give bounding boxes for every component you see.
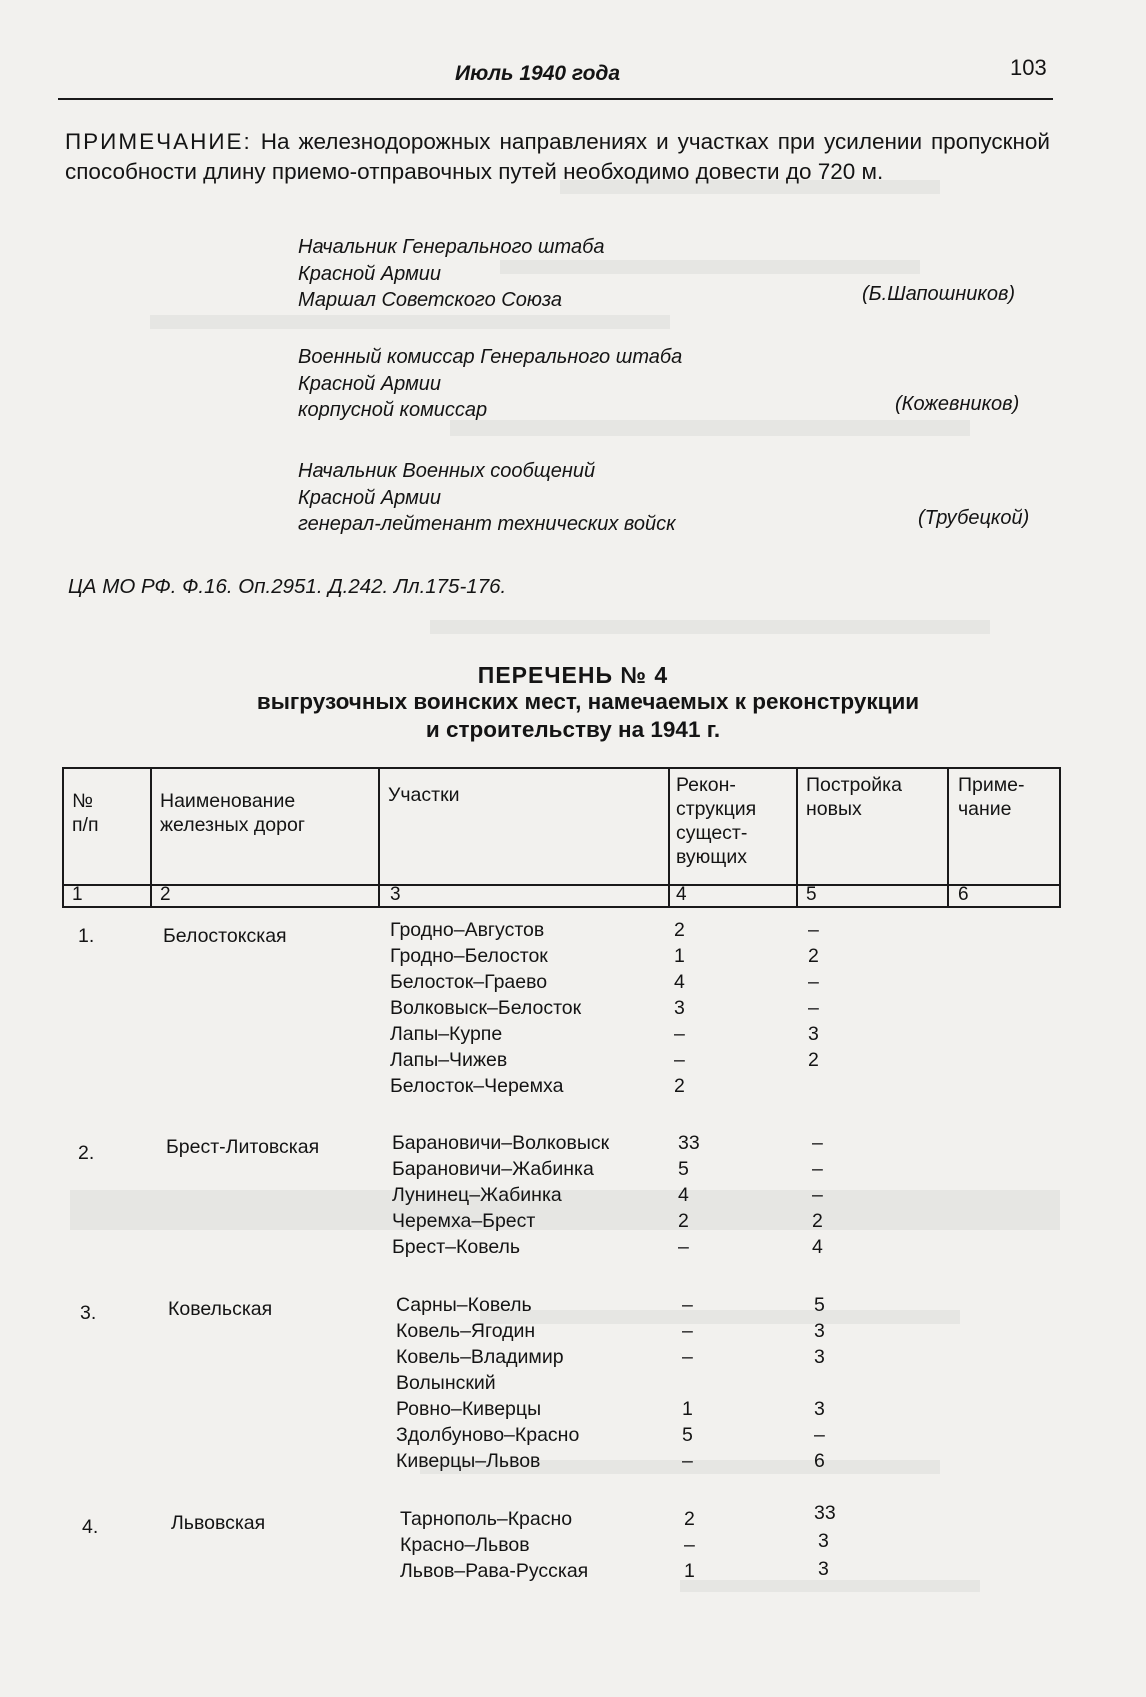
col-number: 2 — [160, 884, 171, 905]
section-name: Брест–Ковель — [392, 1236, 521, 1258]
col-number: 1 — [72, 884, 83, 905]
col-header-text: струкция — [676, 798, 757, 820]
section-name: Лапы–Чижев — [390, 1049, 508, 1071]
col-header-text: вующих — [676, 846, 747, 868]
col-number: 5 — [806, 884, 817, 905]
col-header-text: Рекон- — [676, 774, 736, 796]
new-count: 4 — [812, 1236, 823, 1258]
new-count: 3 — [814, 1398, 825, 1420]
existing-count: – — [674, 1023, 685, 1045]
signature-block-3 — [298, 458, 676, 538]
new-count: – — [814, 1424, 825, 1446]
new-count: 3 — [814, 1320, 825, 1342]
section-name: Волковыск–Белосток — [390, 997, 582, 1019]
existing-count: – — [678, 1236, 689, 1258]
col-header-text: Постройка — [806, 774, 902, 796]
section-name: Здолбуново–Красно — [396, 1424, 580, 1446]
existing-count: 33 — [678, 1132, 700, 1154]
signature-line: Красной Армии — [298, 372, 442, 395]
section-name: Ковель–Ягодин — [396, 1320, 536, 1342]
new-count: 6 — [814, 1450, 825, 1472]
section-name: Красно–Львов — [400, 1534, 530, 1556]
signature-name-1: (Б.Шапошников) — [862, 283, 1016, 305]
col-header-text: новых — [806, 798, 862, 820]
signature-name-3: (Трубецкой) — [918, 507, 1030, 529]
section-name: Тарнополь–Красно — [400, 1508, 573, 1530]
col-header-section — [388, 783, 460, 807]
col-header-text: сущест- — [676, 822, 748, 844]
section-name: Ковель–Владимир — [396, 1346, 564, 1368]
row-number: 1. — [78, 925, 95, 947]
note-label: ПРИМЕЧАНИЕ: — [65, 129, 252, 154]
new-count: 3 — [814, 1346, 825, 1368]
section-name: Львов–Рава-Русская — [400, 1560, 589, 1582]
existing-count: 5 — [682, 1424, 693, 1446]
signature-line: Красной Армии — [298, 486, 442, 509]
col-header-text: Наименование — [160, 790, 296, 812]
signature-line: Военный комиссар Генерального штаба — [298, 346, 683, 368]
new-count: – — [808, 971, 819, 993]
signature-line: Маршал Советского Союза — [298, 289, 563, 311]
row-road-name: Ковельская — [168, 1298, 273, 1320]
new-count: 3 — [818, 1530, 829, 1552]
col-header-text: № — [72, 790, 93, 812]
col-header-note — [958, 773, 1025, 821]
section-name: Волынский — [396, 1372, 496, 1394]
col-number: 6 — [958, 884, 969, 905]
new-count: 3 — [818, 1558, 829, 1580]
signature-line: генерал-лейтенант технических войск — [298, 513, 676, 535]
row-number: 2. — [78, 1142, 95, 1164]
existing-count: – — [682, 1346, 693, 1368]
section-name: Гродно–Белосток — [390, 945, 548, 967]
existing-count: – — [674, 1049, 685, 1071]
section-name: Киверцы–Львов — [396, 1450, 541, 1472]
section-name: Лапы–Курпе — [390, 1023, 503, 1045]
section-name: Лунинец–Жабинка — [392, 1184, 562, 1206]
existing-count: 5 — [678, 1158, 689, 1180]
running-title: Июль 1940 года — [455, 62, 621, 85]
row-road-name: Белостокская — [163, 925, 287, 947]
section-name: Барановичи–Волковыск — [392, 1132, 610, 1154]
section-name: Барановичи–Жабинка — [392, 1158, 594, 1180]
new-count: 2 — [808, 1049, 819, 1071]
new-count: – — [808, 997, 819, 1019]
col-header-text: чание — [958, 798, 1012, 820]
existing-count: – — [682, 1320, 693, 1342]
existing-count: 1 — [684, 1560, 695, 1582]
signature-line: Начальник Военных сообщений — [298, 460, 596, 482]
col-header-new — [806, 773, 902, 821]
list-subtitle-line2: и строительству на 1941 г. — [425, 717, 721, 742]
existing-count: – — [682, 1450, 693, 1472]
list-subtitle-line1: выгрузочных воинских мест, намечаемых к реконструкции — [256, 689, 920, 714]
existing-count: 4 — [674, 971, 685, 993]
table-header — [62, 767, 1061, 908]
col-header-reconstruction — [676, 773, 756, 869]
existing-count: 4 — [678, 1184, 689, 1206]
col-header-text: Участки — [388, 784, 460, 806]
col-header-text: железных дорог — [160, 814, 305, 836]
archive-reference: ЦА МО РФ. Ф.16. Оп.2951. Д.242. Лл.175-176. — [68, 575, 507, 598]
new-count: 5 — [814, 1294, 825, 1316]
col-number: 3 — [390, 884, 401, 905]
section-name: Ровно–Киверцы — [396, 1398, 542, 1420]
existing-count: 1 — [674, 945, 685, 967]
new-count: – — [812, 1158, 823, 1180]
row-road-name: Брест-Литовская — [166, 1136, 320, 1158]
signature-block-2 — [298, 344, 682, 424]
section-name: Черемха–Брест — [392, 1210, 536, 1232]
signature-line: Начальник Генерального штаба — [298, 236, 605, 258]
header-divider — [64, 884, 1059, 886]
new-count: 3 — [808, 1023, 819, 1045]
col-header-road — [160, 789, 305, 837]
signature-name-2: (Кожевников) — [895, 393, 1020, 415]
row-number: 3. — [80, 1302, 97, 1324]
existing-count: 2 — [678, 1210, 689, 1232]
new-count: – — [812, 1132, 823, 1154]
page-number: 103 — [1010, 55, 1047, 80]
col-header-text: п/п — [72, 814, 99, 836]
header-rule — [58, 98, 1053, 100]
note-text: На железнодорожных направлениях и участках при усилении пропускной способности длину приемо-отправочных путей необходимо довести до 720 м. — [65, 129, 1050, 184]
existing-count: 3 — [674, 997, 685, 1019]
section-name: Гродно–Августов — [390, 919, 545, 941]
section-name: Сарны–Ковель — [396, 1294, 532, 1316]
note-paragraph — [65, 127, 1050, 187]
signature-line: корпусной комиссар — [298, 399, 488, 421]
new-count: 2 — [808, 945, 819, 967]
existing-count: – — [682, 1294, 693, 1316]
new-count: 2 — [812, 1210, 823, 1232]
existing-count: 1 — [682, 1398, 693, 1420]
signature-block-1 — [298, 234, 604, 314]
existing-count: – — [684, 1534, 695, 1556]
row-road-name: Львовская — [171, 1512, 266, 1534]
existing-count: 2 — [684, 1508, 695, 1530]
section-name: Белосток–Черемха — [390, 1075, 564, 1097]
col-header-number — [72, 789, 99, 837]
list-title: ПЕРЕЧЕНЬ № 4 — [477, 662, 669, 688]
row-number: 4. — [82, 1516, 99, 1538]
col-header-text: Приме- — [958, 774, 1025, 796]
existing-count: 2 — [674, 919, 685, 941]
new-count: – — [808, 919, 819, 941]
new-count: – — [812, 1184, 823, 1206]
signature-line: Красной Армии — [298, 262, 442, 285]
section-name: Белосток–Граево — [390, 971, 548, 993]
new-count: 33 — [814, 1502, 836, 1524]
existing-count: 2 — [674, 1075, 685, 1097]
col-number: 4 — [676, 884, 687, 905]
